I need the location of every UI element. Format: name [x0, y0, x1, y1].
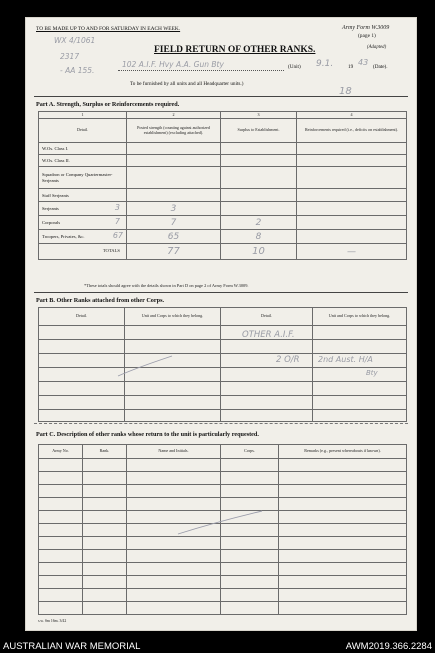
col-header-detail: Detail. — [221, 308, 313, 326]
year-prefix: 19 — [348, 64, 354, 70]
hw-bty: Bty — [366, 369, 378, 377]
page-label: (page 1) — [358, 33, 376, 39]
hw-detail-value: 67 — [112, 231, 123, 240]
hw-detail-value: 7 — [114, 217, 120, 226]
unit-label: (Unit) — [288, 64, 301, 70]
column-header-row — [39, 445, 407, 459]
col-header-name: Name and Initials. — [127, 445, 221, 459]
table-row — [39, 550, 407, 563]
row-label: Staff Serjeants — [39, 189, 127, 202]
hw-top-2: 2317 — [60, 52, 80, 61]
header-rule — [34, 96, 408, 97]
col-header-detail: Detail. — [39, 308, 125, 326]
table-row — [39, 167, 407, 189]
col-header-unit-corps: Unit and Corps to which they belong. — [313, 308, 407, 326]
form-page — [26, 18, 416, 630]
table-row — [39, 396, 407, 410]
hw-date: 9.1. — [316, 59, 334, 69]
reinf-cell — [297, 202, 407, 216]
reinf-cell — [297, 216, 407, 230]
col-header-unit-corps: Unit and Corps to which they belong. — [125, 308, 221, 326]
row-label — [39, 216, 127, 230]
table-row — [39, 485, 407, 498]
row-label-text: Troopers, Privates, &c. — [42, 234, 85, 239]
part-b-heading: Part B. Other Ranks attached from other Corps. — [36, 297, 165, 304]
part-a-heading: Part A. Strength, Surplus or Reinforcements required. — [36, 101, 180, 108]
hw-margin-number: 18 — [339, 86, 352, 97]
total-posted: 77 — [127, 244, 221, 260]
col-number: 3 — [221, 112, 297, 119]
table-row — [39, 155, 407, 167]
table-row — [39, 410, 407, 422]
archive-caption: AUSTRALIAN WAR MEMORIAL — [3, 641, 141, 652]
hw-detail-value: 3 — [114, 203, 120, 212]
reinf-cell — [297, 189, 407, 202]
hw-strike-line — [116, 352, 176, 380]
table-row — [39, 216, 407, 230]
table-row — [39, 563, 407, 576]
reinf-cell — [297, 155, 407, 167]
row-label-text: Serjeants — [42, 206, 59, 211]
posted-cell: 65 — [127, 230, 221, 244]
posted-cell — [127, 155, 221, 167]
posted-cell — [127, 167, 221, 189]
table-row — [39, 326, 407, 340]
surplus-cell: 2 — [221, 216, 297, 230]
part-a-rule — [34, 292, 408, 293]
top-note: TO BE MADE UP TO AND FOR SATURDAY IN EACH WEEK. — [36, 26, 181, 32]
row-label: W.Os. Class II. — [39, 155, 127, 167]
hw-top-3: - AA 155. — [60, 66, 95, 75]
table-row — [39, 537, 407, 550]
row-label-text: Corporals — [42, 220, 61, 225]
column-number-row — [39, 112, 407, 119]
posted-cell — [127, 143, 221, 155]
surplus-cell — [221, 167, 297, 189]
part-b-separator — [34, 423, 408, 424]
table-row — [39, 189, 407, 202]
col-number: 2 — [127, 112, 221, 119]
totals-label: TOTALS — [39, 244, 127, 260]
row-label — [39, 202, 127, 216]
part-a-footnote: *These totals should agree with the details shown in Part D on page 2 of Army Form W.3009. — [84, 283, 249, 288]
table-row — [39, 602, 407, 615]
hw-unit-corps: 2nd Aust. H/A — [318, 355, 373, 364]
table-row — [39, 340, 407, 354]
table-row — [39, 143, 407, 155]
reinf-cell — [297, 167, 407, 189]
part-a-table — [38, 111, 407, 260]
col-header-rank: Rank. — [83, 445, 127, 459]
col-number: 4 — [297, 112, 407, 119]
hw-strike-line — [176, 508, 266, 538]
row-label — [39, 230, 127, 244]
printer-note: s.w. Sm 16m. 3/42 — [38, 619, 67, 623]
surplus-cell — [221, 189, 297, 202]
col-header-surplus: Surplus to Establishment. — [221, 119, 297, 143]
col-header-remarks: Remarks (e.g., present whereabouts if known). — [279, 445, 407, 459]
posted-cell — [127, 189, 221, 202]
unit-line — [118, 70, 284, 71]
hw-year: 43 — [358, 58, 369, 67]
surplus-cell — [221, 155, 297, 167]
table-row — [39, 230, 407, 244]
part-b-table — [38, 307, 407, 422]
hw-unit: 102 A.I.F. Hvy A.A. Gun Bty — [122, 60, 224, 69]
reinf-cell — [297, 143, 407, 155]
surplus-cell — [221, 143, 297, 155]
totals-row — [39, 244, 407, 260]
total-surplus: 10 — [221, 244, 297, 260]
table-row — [39, 202, 407, 216]
col-header-posted: Posted strength (counting against authorized establishment) (excluding attached). — [127, 119, 221, 143]
hw-other-aif: OTHER A.I.F. — [242, 330, 295, 340]
hw-top-1: WX 4/1061 — [54, 36, 96, 45]
surplus-cell — [221, 202, 297, 216]
surplus-cell: 8 — [221, 230, 297, 244]
table-row — [39, 576, 407, 589]
row-label: Squadron or Company Quartermaster-Serjeants — [39, 167, 127, 189]
col-number: 1 — [39, 112, 127, 119]
column-header-row — [39, 308, 407, 326]
column-header-row — [39, 119, 407, 143]
row-label: W.Os. Class I. — [39, 143, 127, 155]
hw-other-ranks-count: 2 O/R — [276, 355, 300, 365]
table-row — [39, 368, 407, 382]
furnish-note: To be furnished by all units and all Headquarter units.) — [130, 81, 244, 87]
col-header-reinforcements: Reinforcements required (i.e., deficits on establishment). — [297, 119, 407, 143]
table-row — [39, 472, 407, 485]
form-title: FIELD RETURN OF OTHER RANKS. — [154, 45, 316, 55]
col-header-corps: Corps. — [221, 445, 279, 459]
table-row — [39, 459, 407, 472]
reinf-cell — [297, 230, 407, 244]
table-row — [39, 589, 407, 602]
archive-reference: AWM2019.366.2284 — [345, 641, 432, 652]
total-reinforcements: — — [297, 244, 407, 260]
adapted-label: (Adapted) — [367, 45, 387, 50]
part-c-heading: Part C. Description of other ranks whose return to the unit is particularly requested. — [36, 431, 259, 438]
col-header-detail: Detail. — [39, 119, 127, 143]
posted-cell: 7 — [127, 216, 221, 230]
form-id: Army Form W.3009 — [342, 25, 390, 31]
col-header-army-no: Army No. — [39, 445, 83, 459]
posted-cell: 3 — [127, 202, 221, 216]
date-label: (Date). — [373, 64, 388, 70]
table-row — [39, 382, 407, 396]
